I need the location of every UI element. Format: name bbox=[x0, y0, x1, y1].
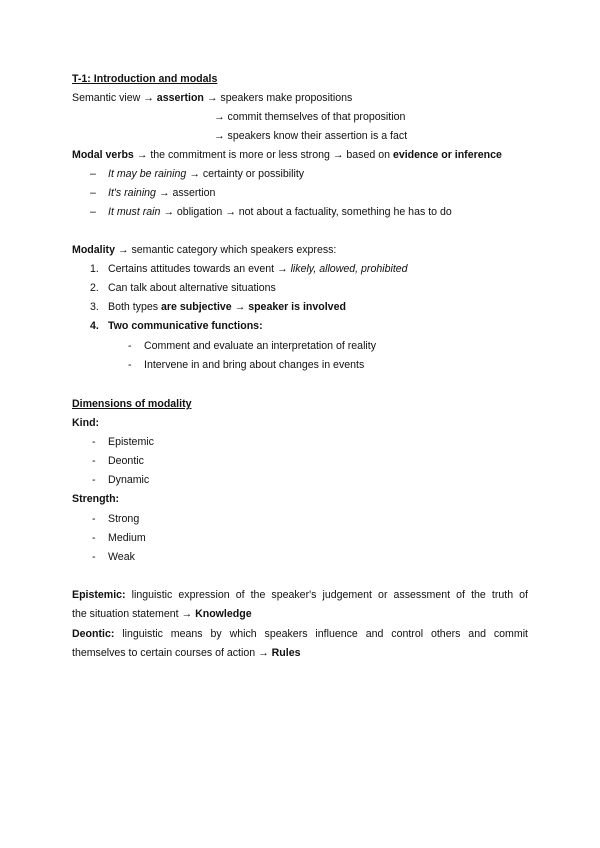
strength-dash: - bbox=[92, 513, 96, 525]
list-number: 4. bbox=[90, 320, 99, 332]
example-item: It may be raining → certainty or possibility bbox=[108, 168, 305, 180]
strength-item: Medium bbox=[108, 532, 146, 544]
deontic-definition-line-1: Deontic: linguistic means by which speakers influence and control others and commit bbox=[72, 628, 529, 640]
strength-dash: - bbox=[92, 551, 96, 563]
semantic-view-line-2: → commit themselves of that proposition bbox=[214, 111, 406, 123]
deontic-definition-line-2: themselves to certain courses of action → Rules bbox=[72, 647, 301, 659]
list-number: 2. bbox=[90, 282, 99, 294]
example-item: It must rain → obligation → not about a factuality, something he has to do bbox=[108, 206, 452, 218]
strength-dash: - bbox=[92, 532, 96, 544]
page-title: T-1: Introduction and modals bbox=[72, 73, 218, 85]
epistemic-definition-line-1: Epistemic: linguistic expression of the speaker's judgement or assessment of the truth of bbox=[72, 589, 529, 601]
kind-dash: - bbox=[92, 436, 96, 448]
kind-label: Kind: bbox=[72, 417, 100, 429]
example-dash: – bbox=[90, 206, 96, 218]
kind-item: Deontic bbox=[108, 455, 144, 467]
list-item: Both types are subjective → speaker is involved bbox=[108, 301, 346, 313]
list-item: Certains attitudes towards an event → likely, allowed, prohibited bbox=[108, 263, 408, 275]
kind-item: Dynamic bbox=[108, 474, 150, 486]
kind-item: Epistemic bbox=[108, 436, 154, 448]
kind-dash: - bbox=[92, 455, 96, 467]
modal-verbs-line: Modal verbs → the commitment is more or less strong → based on evidence or inference bbox=[72, 149, 502, 161]
kind-dash: - bbox=[92, 474, 96, 486]
example-dash: – bbox=[90, 168, 96, 180]
list-item: Two communicative functions: bbox=[108, 320, 263, 332]
example-item: It's raining → assertion bbox=[108, 187, 216, 199]
sublist-dash: - bbox=[128, 340, 132, 352]
list-number: 1. bbox=[90, 263, 99, 275]
dimensions-heading: Dimensions of modality bbox=[72, 398, 192, 410]
modality-line: Modality → semantic category which speakers express: bbox=[72, 244, 337, 256]
sublist-item: Comment and evaluate an interpretation of reality bbox=[144, 340, 377, 352]
strength-item: Weak bbox=[108, 551, 135, 563]
sublist-dash: - bbox=[128, 359, 132, 371]
strength-label: Strength: bbox=[72, 493, 120, 505]
strength-item: Strong bbox=[108, 513, 140, 525]
semantic-view-line: Semantic view → assertion → speakers make propositions bbox=[72, 92, 353, 104]
semantic-view-line-3: → speakers know their assertion is a fact bbox=[214, 130, 408, 142]
sublist-item: Intervene in and bring about changes in events bbox=[144, 359, 365, 371]
list-number: 3. bbox=[90, 301, 99, 313]
example-dash: – bbox=[90, 187, 96, 199]
epistemic-definition-line-2: the situation statement → Knowledge bbox=[72, 608, 252, 620]
list-item: Can talk about alternative situations bbox=[108, 282, 276, 294]
